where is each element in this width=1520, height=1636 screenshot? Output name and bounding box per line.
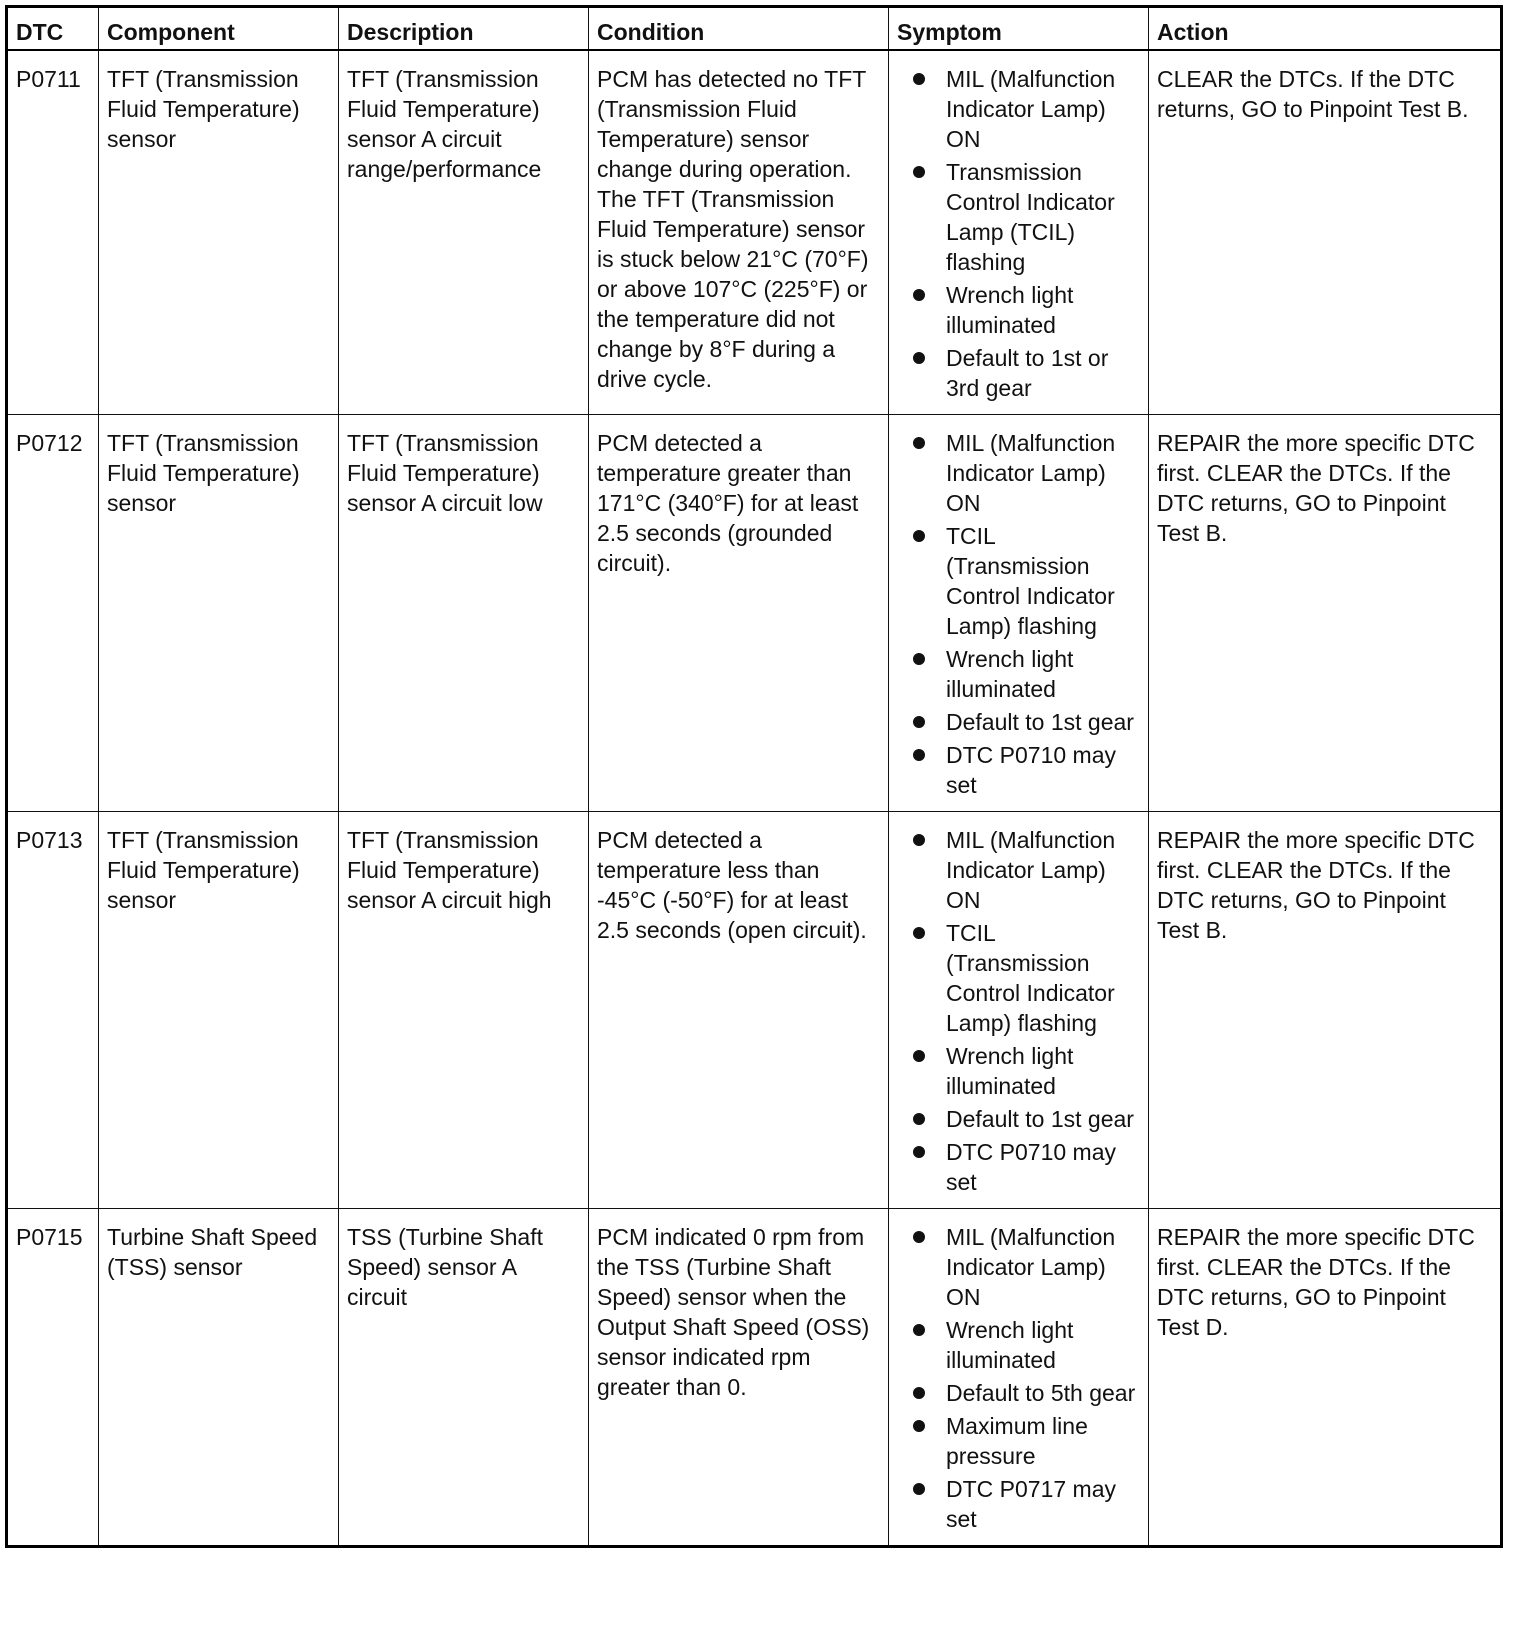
symptom-item <box>897 1104 1140 1134</box>
cell-component: TFT (Transmission Fluid Temperature) sensor <box>99 50 339 415</box>
symptom-list <box>897 825 1140 1197</box>
cell-dtc: P0715 <box>7 1208 99 1546</box>
symptom-text: MIL (Malfunction Indicator Lamp) ON <box>946 429 1116 516</box>
cell-action: CLEAR the DTCs. If the DTC returns, GO to Pinpoint Test B. <box>1149 50 1502 415</box>
symptom-item <box>897 644 1140 704</box>
bullet-icon <box>913 1146 925 1158</box>
symptom-text: TCIL (Transmission Control Indicator Lamp) flashing <box>946 522 1115 639</box>
table-row <box>7 50 1502 415</box>
symptom-text: Maximum line pressure <box>946 1412 1088 1469</box>
bullet-icon <box>913 1420 925 1432</box>
header-condition: Condition <box>589 7 889 50</box>
symptom-text: Default to 1st or 3rd gear <box>946 344 1109 401</box>
symptom-text: DTC P0710 may set <box>946 1138 1117 1195</box>
cell-dtc: P0711 <box>7 50 99 415</box>
symptom-text: Wrench light illuminated <box>946 645 1074 702</box>
bullet-icon <box>913 927 925 939</box>
symptom-item <box>897 343 1140 403</box>
table-body <box>7 50 1502 1547</box>
symptom-item <box>897 1411 1140 1471</box>
dtc-table <box>5 5 1503 1548</box>
header-component: Component <box>99 7 339 50</box>
bullet-icon <box>913 716 925 728</box>
bullet-icon <box>913 1483 925 1495</box>
symptom-list <box>897 64 1140 403</box>
bullet-icon <box>913 1113 925 1125</box>
cell-symptom <box>889 50 1149 415</box>
symptom-item <box>897 1222 1140 1312</box>
symptom-item <box>897 521 1140 641</box>
cell-component: TFT (Transmission Fluid Temperature) sensor <box>99 414 339 811</box>
symptom-item <box>897 428 1140 518</box>
cell-action: REPAIR the more specific DTC first. CLEAR the DTCs. If the DTC returns, GO to Pinpoint Test B. <box>1149 414 1502 811</box>
symptom-item <box>897 280 1140 340</box>
bullet-icon <box>913 1324 925 1336</box>
symptom-list <box>897 1222 1140 1534</box>
symptom-item <box>897 1041 1140 1101</box>
bullet-icon <box>913 1231 925 1243</box>
cell-component: TFT (Transmission Fluid Temperature) sensor <box>99 811 339 1208</box>
symptom-text: Wrench light illuminated <box>946 1316 1074 1373</box>
table-row <box>7 811 1502 1208</box>
symptom-text: DTC P0717 may set <box>946 1475 1117 1532</box>
bullet-icon <box>913 437 925 449</box>
symptom-text: Wrench light illuminated <box>946 281 1074 338</box>
bullet-icon <box>913 834 925 846</box>
cell-dtc: P0713 <box>7 811 99 1208</box>
bullet-icon <box>913 1387 925 1399</box>
cell-condition: PCM detected a temperature less than -45°C (-50°F) for at least 2.5 seconds (open circuit). <box>589 811 889 1208</box>
cell-condition: PCM has detected no TFT (Transmission Fluid Temperature) sensor change during operation. The TFT (Transmission Fluid Temperature) sensor is stuck below 21°C (70°F) or above 107°C (225°F) or the temperature did not change by 8°F during a drive cycle. <box>589 50 889 415</box>
cell-symptom <box>889 811 1149 1208</box>
cell-description: TFT (Transmission Fluid Temperature) sensor A circuit high <box>339 811 589 1208</box>
symptom-item <box>897 1378 1140 1408</box>
header-dtc: DTC <box>7 7 99 50</box>
bullet-icon <box>913 166 925 178</box>
symptom-text: MIL (Malfunction Indicator Lamp) ON <box>946 65 1116 152</box>
symptom-text: Default to 1st gear <box>946 708 1134 735</box>
symptom-text: DTC P0710 may set <box>946 741 1117 798</box>
bullet-icon <box>913 1050 925 1062</box>
bullet-icon <box>913 352 925 364</box>
symptom-item <box>897 918 1140 1038</box>
header-row <box>7 7 1502 50</box>
header-description: Description <box>339 7 589 50</box>
symptom-text: Default to 1st gear <box>946 1105 1134 1132</box>
symptom-item <box>897 825 1140 915</box>
symptom-list <box>897 428 1140 800</box>
symptom-text: Default to 5th gear <box>946 1379 1136 1406</box>
cell-condition: PCM detected a temperature greater than 171°C (340°F) for at least 2.5 seconds (grounded circuit). <box>589 414 889 811</box>
symptom-item <box>897 707 1140 737</box>
cell-condition: PCM indicated 0 rpm from the TSS (Turbine Shaft Speed) sensor when the Output Shaft Speed (OSS) sensor indicated rpm greater than 0. <box>589 1208 889 1546</box>
cell-description: TFT (Transmission Fluid Temperature) sensor A circuit low <box>339 414 589 811</box>
symptom-item <box>897 1474 1140 1534</box>
symptom-item <box>897 157 1140 277</box>
bullet-icon <box>913 530 925 542</box>
bullet-icon <box>913 73 925 85</box>
cell-action: REPAIR the more specific DTC first. CLEAR the DTCs. If the DTC returns, GO to Pinpoint Test B. <box>1149 811 1502 1208</box>
cell-symptom <box>889 1208 1149 1546</box>
bullet-icon <box>913 653 925 665</box>
header-symptom: Symptom <box>889 7 1149 50</box>
bullet-icon <box>913 749 925 761</box>
symptom-item <box>897 1137 1140 1197</box>
symptom-item <box>897 1315 1140 1375</box>
symptom-text: Wrench light illuminated <box>946 1042 1074 1099</box>
symptom-item <box>897 64 1140 154</box>
cell-action: REPAIR the more specific DTC first. CLEAR the DTCs. If the DTC returns, GO to Pinpoint Test D. <box>1149 1208 1502 1546</box>
cell-component: Turbine Shaft Speed (TSS) sensor <box>99 1208 339 1546</box>
symptom-text: MIL (Malfunction Indicator Lamp) ON <box>946 1223 1116 1310</box>
table-row <box>7 414 1502 811</box>
symptom-text: TCIL (Transmission Control Indicator Lamp) flashing <box>946 919 1115 1036</box>
table-row <box>7 1208 1502 1546</box>
header-action: Action <box>1149 7 1502 50</box>
symptom-item <box>897 740 1140 800</box>
symptom-text: Transmission Control Indicator Lamp (TCIL) flashing <box>946 158 1115 275</box>
cell-dtc: P0712 <box>7 414 99 811</box>
cell-description: TSS (Turbine Shaft Speed) sensor A circuit <box>339 1208 589 1546</box>
cell-symptom <box>889 414 1149 811</box>
bullet-icon <box>913 289 925 301</box>
cell-description: TFT (Transmission Fluid Temperature) sensor A circuit range/performance <box>339 50 589 415</box>
symptom-text: MIL (Malfunction Indicator Lamp) ON <box>946 826 1116 913</box>
